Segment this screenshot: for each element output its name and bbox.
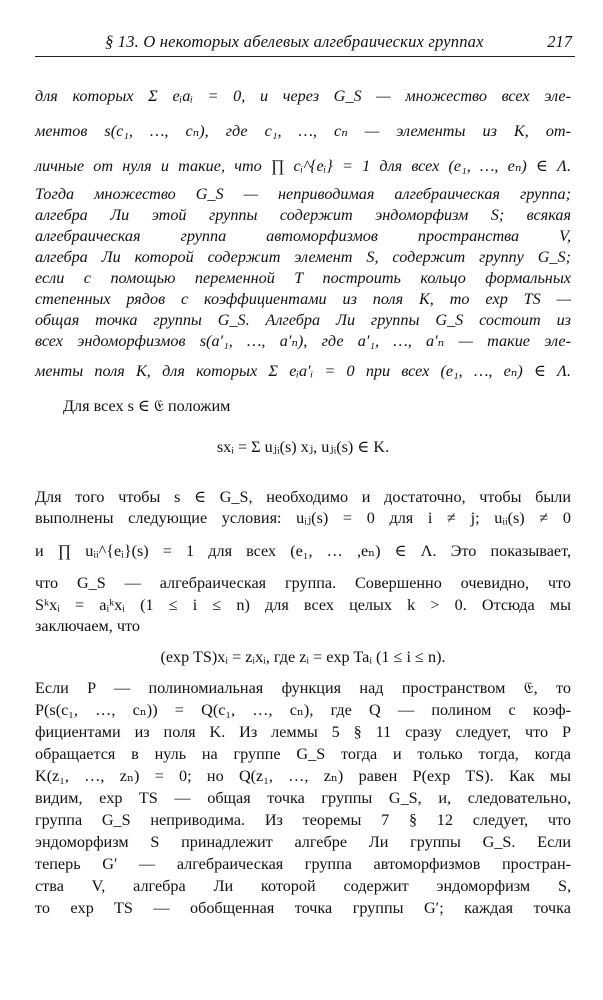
- text-line: K(z₁, …, zₙ) = 0; но Q(z₁, …, zₙ) равен P(exp TS). Как мы: [35, 767, 571, 785]
- text-line: группа G_S неприводима. Из теоремы 7 § 12 следует, что: [35, 811, 571, 829]
- text-line: менты поля K, для которых Σ eᵢa′ᵢ = 0 при всех (e₁, …, eₙ) ∈ Λ.: [35, 362, 571, 380]
- formula: sxᵢ = Σ uⱼᵢ(s) xⱼ, uⱼᵢ(s) ∈ K.: [216, 438, 390, 456]
- text-line: личные от нуля и такие, что ∏ cᵢ^{eᵢ} = 1 для всех (e₁, …, eₙ) ∈ Λ.: [35, 157, 571, 175]
- text-line: Тогда множество G_S — неприводимая алгебраическая группа;: [35, 185, 571, 203]
- text-line: заключаем, что: [35, 617, 140, 635]
- page-number: 217: [547, 32, 572, 51]
- text-line: Sᵏxᵢ = aᵢᵏxᵢ (1 ≤ i ≤ n) для всех целых k > 0. Отсюда мы: [35, 596, 571, 614]
- text-line: алгебраическая группа автоморфизмов пространства V,: [35, 227, 571, 245]
- text-line: ментов s(c₁, …, cₙ), где c₁, …, cₙ — элементы из K, от-: [35, 122, 571, 140]
- text-line: ства V, алгебра Ли которой содержит эндоморфизм S,: [35, 877, 571, 895]
- running-header: [35, 30, 575, 57]
- header-title: § 13. О некоторых абелевых алгебраических группах: [105, 32, 484, 51]
- text-line: обращается в нуль на группе G_S тогда и только тогда, когда: [35, 745, 571, 763]
- text-line: алгебра Ли которой содержит элемент S, содержит группу G_S;: [35, 248, 571, 266]
- text-line: для которых Σ eᵢaᵢ = 0, и через G_S — множество всех эле-: [35, 87, 571, 105]
- text-line: алгебра Ли этой группы содержит эндоморфизм S; всякая: [35, 206, 571, 224]
- text-line: если с помощью переменной T построить кольцо формальных: [35, 269, 571, 287]
- text-line: Для всех s ∈ 𝔈 положим: [63, 397, 231, 415]
- text-line: P(s(c₁, …, cₙ)) = Q(c₁, …, cₙ), где Q — полином с коэф-: [35, 701, 571, 719]
- text-line: общая точка группы G_S. Алгебра Ли группы G_S состоит из: [35, 311, 571, 329]
- text-line: и ∏ uᵢᵢ^{eᵢ}(s) = 1 для всех (e₁, … ,eₙ) ∈ Λ. Это показывает,: [35, 542, 571, 560]
- text-line: выполнены следующие условия: uᵢⱼ(s) = 0 для i ≠ j; uᵢᵢ(s) ≠ 0: [35, 509, 571, 527]
- text-line: видим, exp TS — общая точка группы G_S, и, следовательно,: [35, 789, 571, 807]
- text-line: фициентами из поля K. Из леммы 5 § 11 сразу следует, что P: [35, 723, 571, 741]
- text-line: Для того чтобы s ∈ G_S, необходимо и достаточно, чтобы были: [35, 488, 571, 506]
- text-line: то exp TS — обобщенная точка группы G′; каждая точка: [35, 899, 571, 917]
- text-line: что G_S — алгебраическая группа. Совершенно очевидно, что: [35, 574, 571, 592]
- formula: (exp TS)xᵢ = zᵢxᵢ, где zᵢ = exp Taᵢ (1 ≤ i ≤ n).: [160, 648, 446, 666]
- text-line: степенных рядов с коэффициентами из поля K, то exp TS —: [35, 290, 571, 308]
- text-line: эндоморфизм S принадлежит алгебре Ли группы G_S. Если: [35, 833, 571, 851]
- text-line: Если P — полиномиальная функция над пространством 𝔈, то: [35, 679, 571, 697]
- text-line: теперь G′ — алгебраическая группа автоморфизмов простран-: [35, 855, 571, 873]
- text-line: всех эндоморфизмов s(a′₁, …, a′ₙ), где a′₁, …, a′ₙ — такие эле-: [35, 332, 571, 350]
